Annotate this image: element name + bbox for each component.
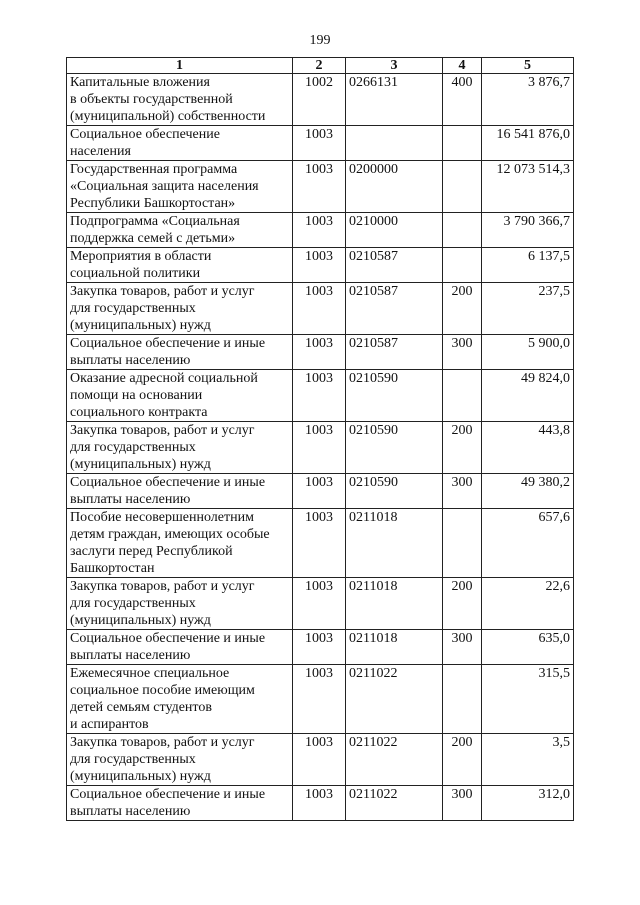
amount-cell: 635,0 bbox=[482, 630, 574, 665]
target-code-cell: 0210587 bbox=[346, 335, 443, 370]
section-code-cell: 1003 bbox=[293, 422, 346, 474]
section-code-cell: 1003 bbox=[293, 126, 346, 161]
expense-type-cell bbox=[443, 665, 482, 734]
section-code-cell: 1003 bbox=[293, 248, 346, 283]
item-name-cell: Закупка товаров, работ и услуг для государственных (муниципальных) нужд bbox=[67, 283, 293, 335]
amount-cell: 443,8 bbox=[482, 422, 574, 474]
expense-type-cell bbox=[443, 248, 482, 283]
item-name-cell: Подпрограмма «Социальная поддержка семей с детьми» bbox=[67, 213, 293, 248]
expense-type-cell: 300 bbox=[443, 335, 482, 370]
section-code-cell: 1003 bbox=[293, 474, 346, 509]
section-code-cell: 1003 bbox=[293, 734, 346, 786]
column-header-4: 4 bbox=[443, 58, 482, 74]
expense-type-cell: 200 bbox=[443, 283, 482, 335]
target-code-cell: 0211018 bbox=[346, 509, 443, 578]
target-code-cell: 0211022 bbox=[346, 665, 443, 734]
expense-type-cell: 200 bbox=[443, 422, 482, 474]
budget-table bbox=[66, 57, 574, 821]
table-row bbox=[67, 74, 574, 126]
item-name-cell: Социальное обеспечение и иные выплаты населению bbox=[67, 474, 293, 509]
table-row bbox=[67, 370, 574, 422]
item-name-cell: Пособие несовершеннолетним детям граждан, имеющих особые заслуги перед Республикой Башкортостан bbox=[67, 509, 293, 578]
item-name-cell: Мероприятия в области социальной политики bbox=[67, 248, 293, 283]
amount-cell: 657,6 bbox=[482, 509, 574, 578]
item-name-cell: Социальное обеспечение и иные выплаты населению bbox=[67, 335, 293, 370]
item-name-cell: Закупка товаров, работ и услуг для государственных (муниципальных) нужд bbox=[67, 734, 293, 786]
expense-type-cell: 300 bbox=[443, 786, 482, 821]
amount-cell: 3 876,7 bbox=[482, 74, 574, 126]
item-name-cell: Закупка товаров, работ и услуг для государственных (муниципальных) нужд bbox=[67, 578, 293, 630]
item-name-cell: Социальное обеспечение и иные выплаты населению bbox=[67, 630, 293, 665]
target-code-cell: 0211022 bbox=[346, 734, 443, 786]
expense-type-cell bbox=[443, 213, 482, 248]
amount-cell: 237,5 bbox=[482, 283, 574, 335]
table-row bbox=[67, 665, 574, 734]
target-code-cell: 0211022 bbox=[346, 786, 443, 821]
target-code-cell bbox=[346, 126, 443, 161]
page-number: 199 bbox=[309, 33, 331, 48]
expense-type-cell: 200 bbox=[443, 578, 482, 630]
item-name-cell: Социальное обеспечение и иные выплаты населению bbox=[67, 786, 293, 821]
section-code-cell: 1003 bbox=[293, 335, 346, 370]
expense-type-cell bbox=[443, 509, 482, 578]
table-row bbox=[67, 734, 574, 786]
table-header-row bbox=[67, 58, 574, 74]
expense-type-cell: 400 bbox=[443, 74, 482, 126]
item-name-cell: Социальное обеспечение населения bbox=[67, 126, 293, 161]
expense-type-cell: 300 bbox=[443, 630, 482, 665]
target-code-cell: 0210590 bbox=[346, 474, 443, 509]
target-code-cell: 0210587 bbox=[346, 283, 443, 335]
item-name-cell: Капитальные вложения в объекты государственной (муниципальной) собственности bbox=[67, 74, 293, 126]
expense-type-cell: 200 bbox=[443, 734, 482, 786]
item-name-cell: Закупка товаров, работ и услуг для государственных (муниципальных) нужд bbox=[67, 422, 293, 474]
section-code-cell: 1003 bbox=[293, 786, 346, 821]
section-code-cell: 1003 bbox=[293, 161, 346, 213]
amount-cell: 16 541 876,0 bbox=[482, 126, 574, 161]
table-body bbox=[67, 74, 574, 821]
amount-cell: 49 824,0 bbox=[482, 370, 574, 422]
amount-cell: 22,6 bbox=[482, 578, 574, 630]
table-row bbox=[67, 422, 574, 474]
section-code-cell: 1003 bbox=[293, 630, 346, 665]
amount-cell: 315,5 bbox=[482, 665, 574, 734]
expense-type-cell bbox=[443, 161, 482, 213]
section-code-cell: 1003 bbox=[293, 665, 346, 734]
amount-cell: 3,5 bbox=[482, 734, 574, 786]
table-row bbox=[67, 786, 574, 821]
target-code-cell: 0200000 bbox=[346, 161, 443, 213]
amount-cell: 12 073 514,3 bbox=[482, 161, 574, 213]
section-code-cell: 1003 bbox=[293, 283, 346, 335]
amount-cell: 49 380,2 bbox=[482, 474, 574, 509]
amount-cell: 312,0 bbox=[482, 786, 574, 821]
section-code-cell: 1003 bbox=[293, 370, 346, 422]
target-code-cell: 0210587 bbox=[346, 248, 443, 283]
item-name-cell: Ежемесячное специальное социальное пособие имеющим детей семьям студентов и аспирантов bbox=[67, 665, 293, 734]
section-code-cell: 1003 bbox=[293, 509, 346, 578]
target-code-cell: 0210000 bbox=[346, 213, 443, 248]
table-row bbox=[67, 213, 574, 248]
expense-type-cell: 300 bbox=[443, 474, 482, 509]
target-code-cell: 0266131 bbox=[346, 74, 443, 126]
table-row bbox=[67, 509, 574, 578]
table-row bbox=[67, 248, 574, 283]
table-row bbox=[67, 578, 574, 630]
table-row bbox=[67, 630, 574, 665]
column-header-1: 1 bbox=[67, 58, 293, 74]
target-code-cell: 0210590 bbox=[346, 422, 443, 474]
item-name-cell: Оказание адресной социальной помощи на основании социального контракта bbox=[67, 370, 293, 422]
section-code-cell: 1002 bbox=[293, 74, 346, 126]
column-header-5: 5 bbox=[482, 58, 574, 74]
amount-cell: 5 900,0 bbox=[482, 335, 574, 370]
expense-type-cell bbox=[443, 370, 482, 422]
target-code-cell: 0211018 bbox=[346, 630, 443, 665]
amount-cell: 3 790 366,7 bbox=[482, 213, 574, 248]
section-code-cell: 1003 bbox=[293, 578, 346, 630]
expense-type-cell bbox=[443, 126, 482, 161]
table-row bbox=[67, 283, 574, 335]
target-code-cell: 0210590 bbox=[346, 370, 443, 422]
target-code-cell: 0211018 bbox=[346, 578, 443, 630]
table-row bbox=[67, 161, 574, 213]
column-header-3: 3 bbox=[346, 58, 443, 74]
amount-cell: 6 137,5 bbox=[482, 248, 574, 283]
column-header-2: 2 bbox=[293, 58, 346, 74]
table-row bbox=[67, 335, 574, 370]
table-row bbox=[67, 474, 574, 509]
item-name-cell: Государственная программа «Социальная защита населения Республики Башкортостан» bbox=[67, 161, 293, 213]
table-row bbox=[67, 126, 574, 161]
section-code-cell: 1003 bbox=[293, 213, 346, 248]
